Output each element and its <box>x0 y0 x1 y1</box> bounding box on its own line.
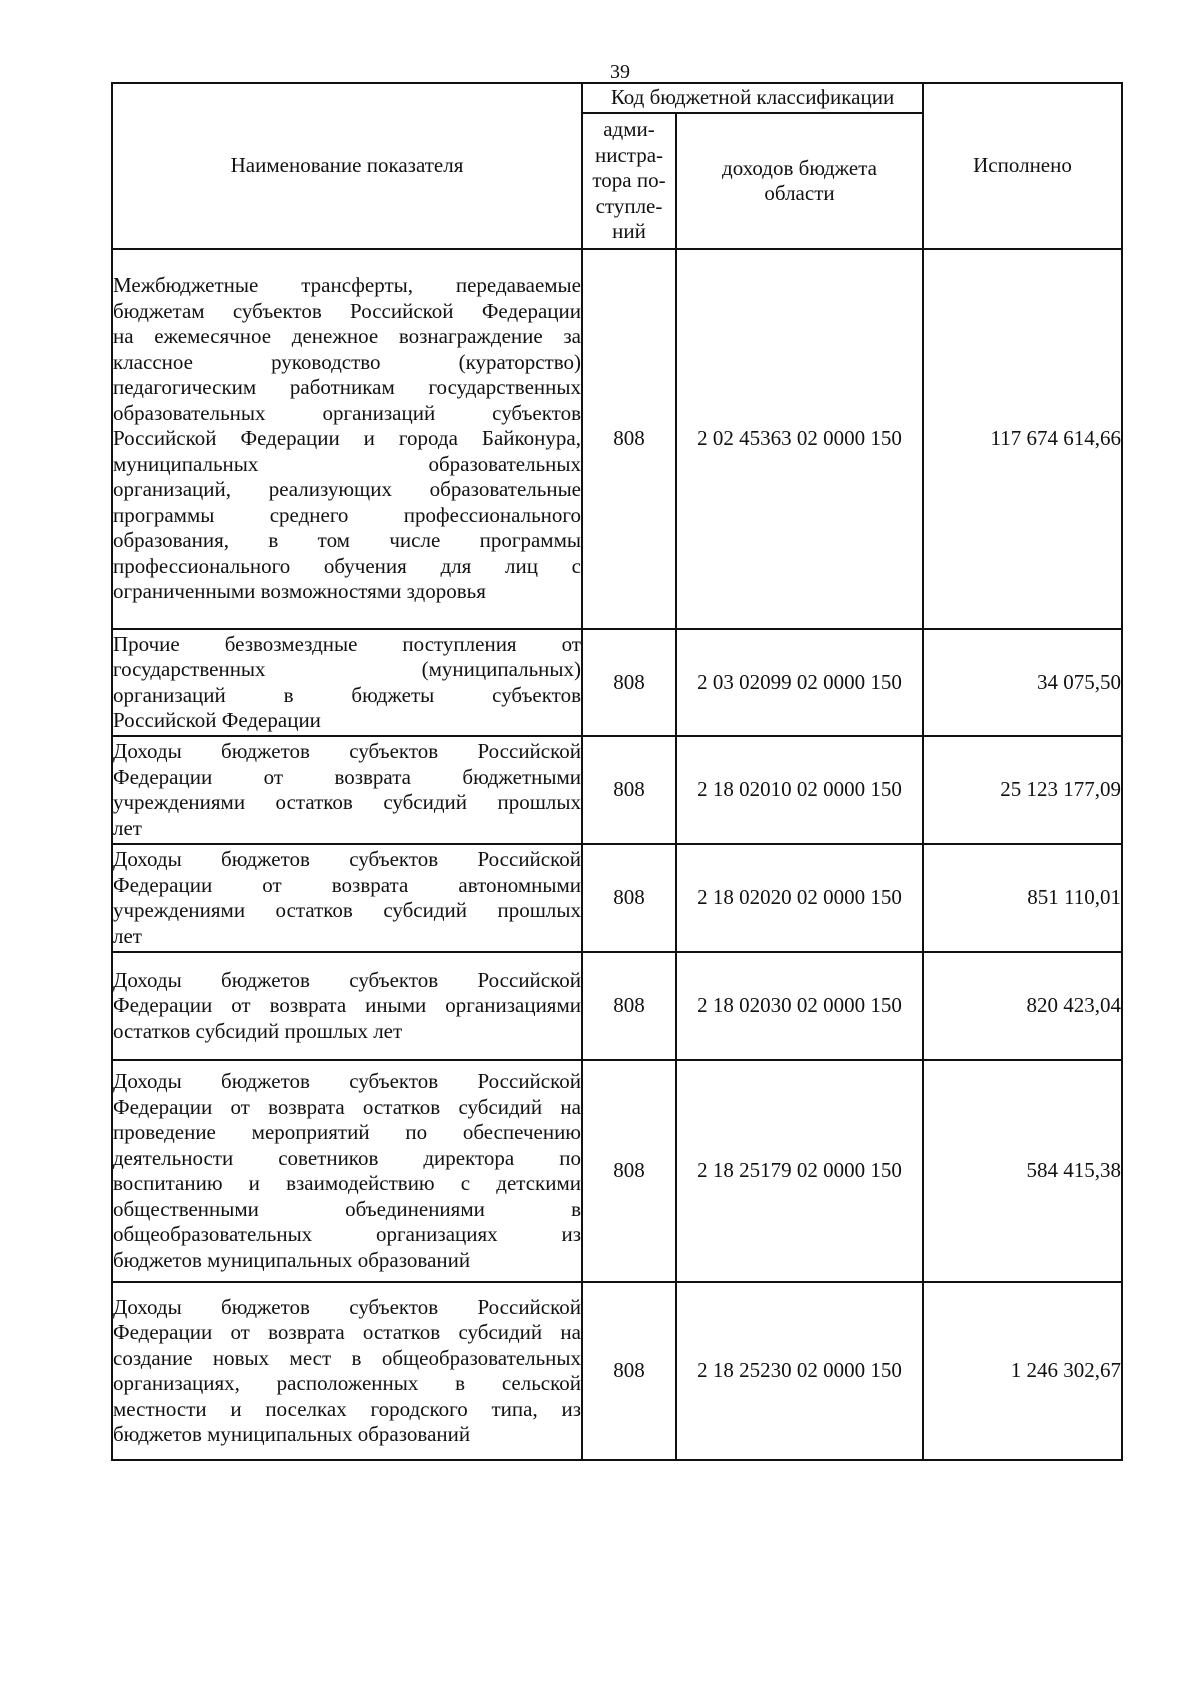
row-admin-code: 808 <box>582 844 676 952</box>
row-income-code: 2 18 25230 02 0000 150 <box>676 1282 923 1460</box>
header-name: Наименование показателя <box>112 83 582 249</box>
row-income-code: 2 18 02020 02 0000 150 <box>676 844 923 952</box>
row-income-code: 2 18 25179 02 0000 150 <box>676 1060 923 1282</box>
row-name-line: лет <box>113 815 142 840</box>
row-name-line: Доходы бюджетов субъектов Российской <box>113 739 581 763</box>
row-name <box>112 1060 582 1282</box>
table-row <box>112 952 1122 1060</box>
row-income-code: 2 02 45363 02 0000 150 <box>676 249 923 629</box>
row-name-line: бюджетов муниципальных образований <box>113 1422 471 1446</box>
row-name <box>112 844 582 952</box>
header-admin-line: ступле- <box>595 193 663 218</box>
row-name <box>112 629 582 736</box>
table-body <box>112 249 1122 1460</box>
row-name-line: бюджетов муниципальных образований <box>113 1247 471 1272</box>
row-name-line: государственных (муниципальных) <box>113 657 581 681</box>
row-admin-code: 808 <box>582 629 676 736</box>
table-row <box>112 629 1122 736</box>
row-name-line: Федерации от возврата иными организациями <box>113 993 581 1018</box>
row-name-line: педагогическим работникам государственных <box>113 375 581 400</box>
row-name-line: Доходы бюджетов субъектов Российской <box>113 1294 581 1319</box>
row-name-line: остатков субсидий прошлых лет <box>113 1018 403 1043</box>
row-name-line: организаций, реализующих образовательные <box>113 477 581 502</box>
budget-table <box>111 82 1123 1461</box>
row-name-line: Федерации от возврата бюджетными <box>113 764 581 789</box>
row-admin-code: 808 <box>582 1060 676 1282</box>
row-income-code: 2 18 02010 02 0000 150 <box>676 736 923 844</box>
header-admin-line: адми- <box>603 117 655 142</box>
table-row <box>112 1282 1122 1460</box>
row-name-line: образовательных организаций субъектов <box>113 400 581 425</box>
row-name-line: ограниченными возможностями здоровья <box>113 579 486 604</box>
row-name-line: общественными объединениями в <box>113 1196 581 1221</box>
page-number: 39 <box>610 61 630 83</box>
header-executed: Исполнено <box>923 83 1122 249</box>
row-name-line: Доходы бюджетов субъектов Российской <box>113 847 581 871</box>
row-name-line: учреждениями остатков субсидий прошлых <box>113 790 581 814</box>
row-name-line: профессионального обучения для лиц с <box>113 553 581 578</box>
row-income-code: 2 18 02030 02 0000 150 <box>676 952 923 1060</box>
header-classification: Код бюджетной классификации <box>582 83 923 113</box>
row-name-line: на ежемесячное денежное вознаграждение за <box>113 324 581 349</box>
row-name-line: воспитанию и взаимодействию с детскими <box>113 1171 581 1195</box>
row-name <box>112 736 582 844</box>
header-admin-line: ний <box>612 219 646 244</box>
row-name-line: лет <box>113 923 142 948</box>
row-name-line: образования, в том числе программы <box>113 528 581 553</box>
row-name-line: Прочие безвозмездные поступления от <box>113 631 581 656</box>
header-admin-line: тора по- <box>592 168 666 193</box>
row-name-line: Межбюджетные трансферты, передаваемые <box>113 273 581 298</box>
row-name-line: программы среднего профессионального <box>113 502 581 527</box>
row-admin-code: 808 <box>582 1282 676 1460</box>
row-name-line: Российской Федерации и города Байконура, <box>113 426 581 451</box>
row-amount: 1 246 302,67 <box>923 1282 1122 1460</box>
row-admin-code: 808 <box>582 952 676 1060</box>
header-income-line: области <box>764 181 835 205</box>
row-amount: 34 075,50 <box>923 629 1122 736</box>
row-name-line: Федерации от возврата остатков субсидий на <box>113 1320 581 1344</box>
header-income-line: доходов бюджета <box>722 155 877 180</box>
row-amount: 851 110,01 <box>923 844 1122 952</box>
row-name-line: учреждениями остатков субсидий прошлых <box>113 898 581 922</box>
table-row <box>112 249 1122 629</box>
row-name-line: проведение мероприятий по обеспечению <box>113 1120 581 1144</box>
row-name-line: бюджетам субъектов Российской Федерации <box>113 298 581 323</box>
row-name-line: общеобразовательных организациях из <box>113 1222 581 1246</box>
row-amount: 820 423,04 <box>923 952 1122 1060</box>
row-name-line: деятельности советников директора по <box>113 1145 581 1170</box>
row-name-line: Федерации от возврата автономными <box>113 872 581 897</box>
row-name-line: организаций в бюджеты субъектов <box>113 682 581 707</box>
header-admin-line: нистра- <box>594 142 664 167</box>
table-row <box>112 736 1122 844</box>
header-admin <box>582 113 676 249</box>
row-admin-code: 808 <box>582 249 676 629</box>
row-name-line: классное руководство (кураторство) <box>113 349 581 374</box>
row-name-line: Российской Федерации <box>113 708 321 732</box>
row-admin-code: 808 <box>582 736 676 844</box>
row-income-code: 2 03 02099 02 0000 150 <box>676 629 923 736</box>
row-name-line: Доходы бюджетов субъектов Российской <box>113 967 581 992</box>
row-name-line: муниципальных образовательных <box>113 451 581 476</box>
row-name-line: организациях, расположенных в сельской <box>113 1371 581 1395</box>
table-row <box>112 1060 1122 1282</box>
row-name <box>112 249 582 629</box>
row-name <box>112 1282 582 1460</box>
row-name-line: местности и поселках городского типа, из <box>113 1396 581 1421</box>
row-amount: 117 674 614,66 <box>923 249 1122 629</box>
table-row <box>112 844 1122 952</box>
row-name <box>112 952 582 1060</box>
row-name-line: Федерации от возврата остатков субсидий на <box>113 1094 581 1119</box>
row-name-line: Доходы бюджетов субъектов Российской <box>113 1069 581 1093</box>
row-name-line: создание новых мест в общеобразовательных <box>113 1345 581 1370</box>
header-income <box>676 113 923 249</box>
row-amount: 25 123 177,09 <box>923 736 1122 844</box>
row-amount: 584 415,38 <box>923 1060 1122 1282</box>
